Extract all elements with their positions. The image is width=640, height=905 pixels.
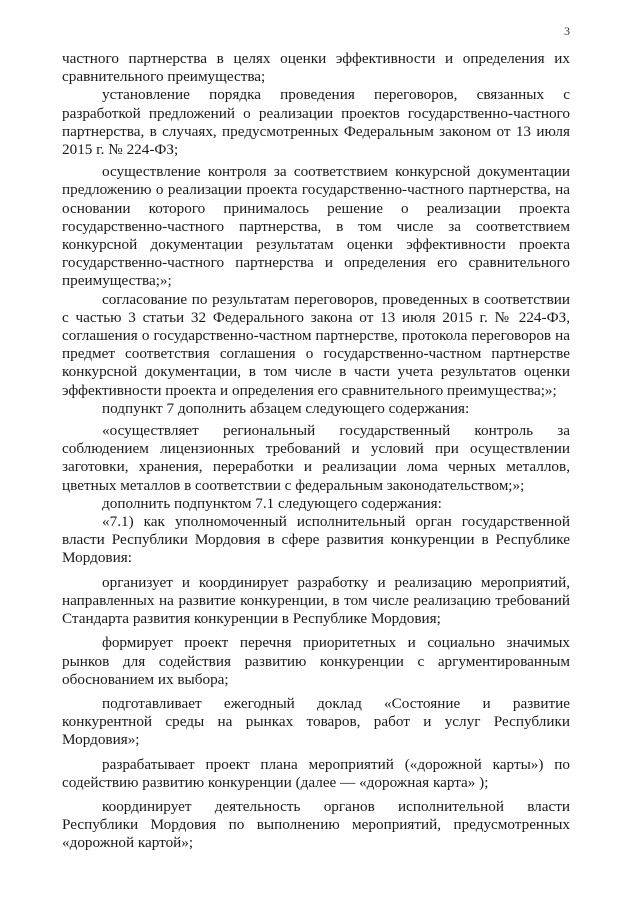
paragraph-negotiation-procedure: установление порядка проведения переговоров, связанных с разработкой предложений о реализации проектов государственно-частного партнерства, в случаях, предусмотренных Федеральным законом от 13 июля 2015 г. № 224-ФЗ; [62,86,570,159]
paragraph-organizes-coordinates: организует и координирует разработку и реализацию мероприятий, направленных на развитие конкуренции, в том числе реализацию требований Стандарта развития конкуренции в Республике Мордовия; [62,573,570,628]
paragraph-control-documentation: осуществление контроля за соответствием конкурсной документации предложению о реализации проекта государственно-частного партнерства, на основании которого принималось решение о реализации проекта государственно-частного партнерства, в том числе за соответствием конкурсной документации результатам оценки эффективности проекта государственно-частного партнерства и определения его сравнительного преимущества;»; [62,163,570,290]
paragraph-forms-market-list: формирует проект перечня приоритетных и социально значимых рынков для содействия развитию конкуренции с аргументированным обоснованием их выбора; [62,634,570,688]
paragraph-subpoint-7-add: подпункт 7 дополнить абзацем следующего содержания: [102,399,470,417]
paragraph-agreement-approval: согласование по результатам переговоров, проведенных в соответствии с частью 3 статьи 32 Федерального закона от 13 июля 2015 г. № 224-ФЗ, соглашения о государственно-частном партнерстве, протокола переговоров на предмет соответствия соглашения о государственно-частном партнерстве конкурсной документации, в том числе в части учета результатов оценки эффективности проекта и определения его сравнительного преимущества;»; [62,290,570,399]
document-body [62,50,570,853]
page-number: 3 [564,24,570,38]
paragraph-add-subpoint-7-1: дополнить подпунктом 7.1 следующего содержания: [102,494,442,512]
paragraph-roadmap: разрабатывает проект плана мероприятий («дорожной карты») по содействию развитию конкуренции (далее — «дорожная карта» ); [62,755,570,791]
paragraph-continuation: частного партнерства в целях оценки эффективности и определения их сравнительного преимущества; [62,50,570,86]
paragraph-coordinates-activity: координирует деятельность органов исполнительной власти Республики Мордовия по выполнению мероприятий, предусмотренных «дорожной картой»; [62,797,570,852]
paragraph-scrap-metal-control: «осуществляет региональный государственный контроль за соблюдением лицензионных требований и условий при осуществлении заготовки, хранения, переработки и реализации лома черных металлов, цветных металлов в соответствии с федеральным законодательством;»; [62,422,570,494]
paragraph-subpoint-7-1: «7.1) как уполномоченный исполнительный орган государственной власти Республики Мордовия в сфере развития конкуренции в Республике Мордовия: [62,513,570,567]
paragraph-annual-report: подготавливает ежегодный доклад «Состояние и развитие конкурентной среды на рынках товаров, работ и услуг Республики Мордовия»; [62,694,570,749]
